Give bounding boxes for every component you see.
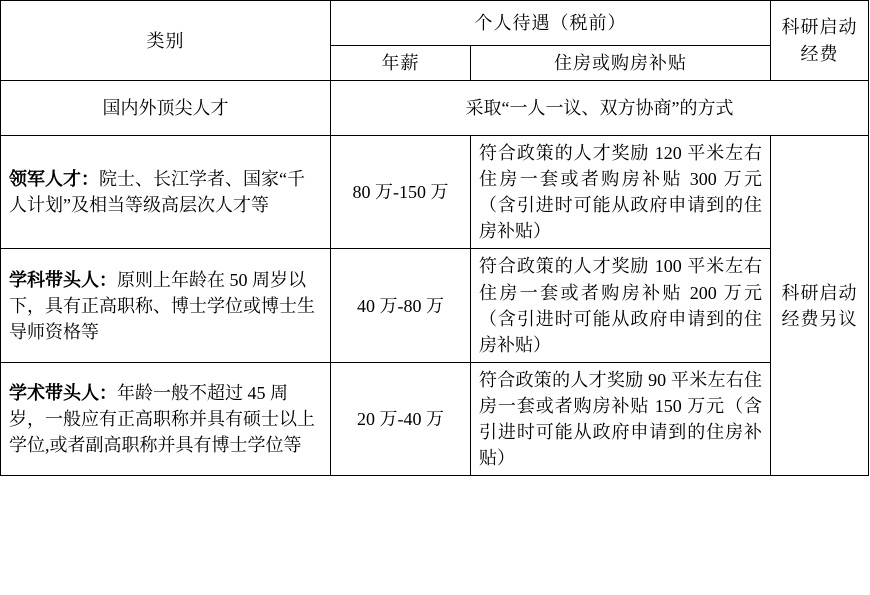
row-housing-leading-talent: 符合政策的人才奖励 120 平米左右住房一套或者购房补贴 300 万元（含引进时可能从政府申请到的住房补贴） bbox=[471, 136, 771, 249]
header-cell-category: 类别 bbox=[1, 1, 331, 81]
table-row bbox=[1, 249, 869, 362]
header-cell-housing: 住房或购房补贴 bbox=[471, 46, 771, 81]
row-housing-academic-leader: 符合政策的人才奖励 90 平米左右住房一套或者购房补贴 150 万元（含引进时可能从政府申请到的住房补贴） bbox=[471, 362, 771, 475]
table-header-row-1 bbox=[1, 1, 869, 46]
row-merged-note-top-talent: 采取“一人一议、双方协商”的方式 bbox=[331, 81, 869, 136]
row-category-discipline-leader bbox=[1, 249, 331, 362]
category-detail-text: 院士、长江学者、国家“千人计划”及相当等级高层次人才等 bbox=[9, 169, 305, 216]
row-category-leading-talent bbox=[1, 136, 331, 249]
header-cell-treatment-group: 个人待遇（税前） bbox=[331, 1, 771, 46]
row-housing-discipline-leader: 符合政策的人才奖励 100 平米左右住房一套或者购房补贴 200 万元（含引进时可能从政府申请到的住房补贴） bbox=[471, 249, 771, 362]
research-funding-cell: 科研启动经费另议 bbox=[771, 136, 869, 476]
row-salary-discipline-leader: 40 万-80 万 bbox=[331, 249, 471, 362]
row-category-top-talent: 国内外顶尖人才 bbox=[1, 81, 331, 136]
category-detail-text: 原则上年龄在 50 周岁以下，具有正高职称、博士学位或博士生导师资格等 bbox=[9, 269, 315, 342]
header-cell-salary: 年薪 bbox=[331, 46, 471, 81]
row-category-academic-leader bbox=[1, 362, 331, 475]
header-cell-research-funding: 科研启动经费 bbox=[771, 1, 869, 81]
row-salary-leading-talent: 80 万-150 万 bbox=[331, 136, 471, 249]
table-row bbox=[1, 362, 869, 475]
row-salary-academic-leader: 20 万-40 万 bbox=[331, 362, 471, 475]
table-row bbox=[1, 136, 869, 249]
table-row bbox=[1, 81, 869, 136]
category-detail-text: 年龄一般不超过 45 周岁，一般应有正高职称并具有硕士以上学位,或者副高职称并具有博士学位等 bbox=[9, 382, 315, 456]
category-lead-label: 领军人才： bbox=[9, 169, 99, 190]
category-lead-label: 学科带头人： bbox=[9, 269, 117, 290]
category-lead-label: 学术带头人： bbox=[9, 382, 117, 403]
